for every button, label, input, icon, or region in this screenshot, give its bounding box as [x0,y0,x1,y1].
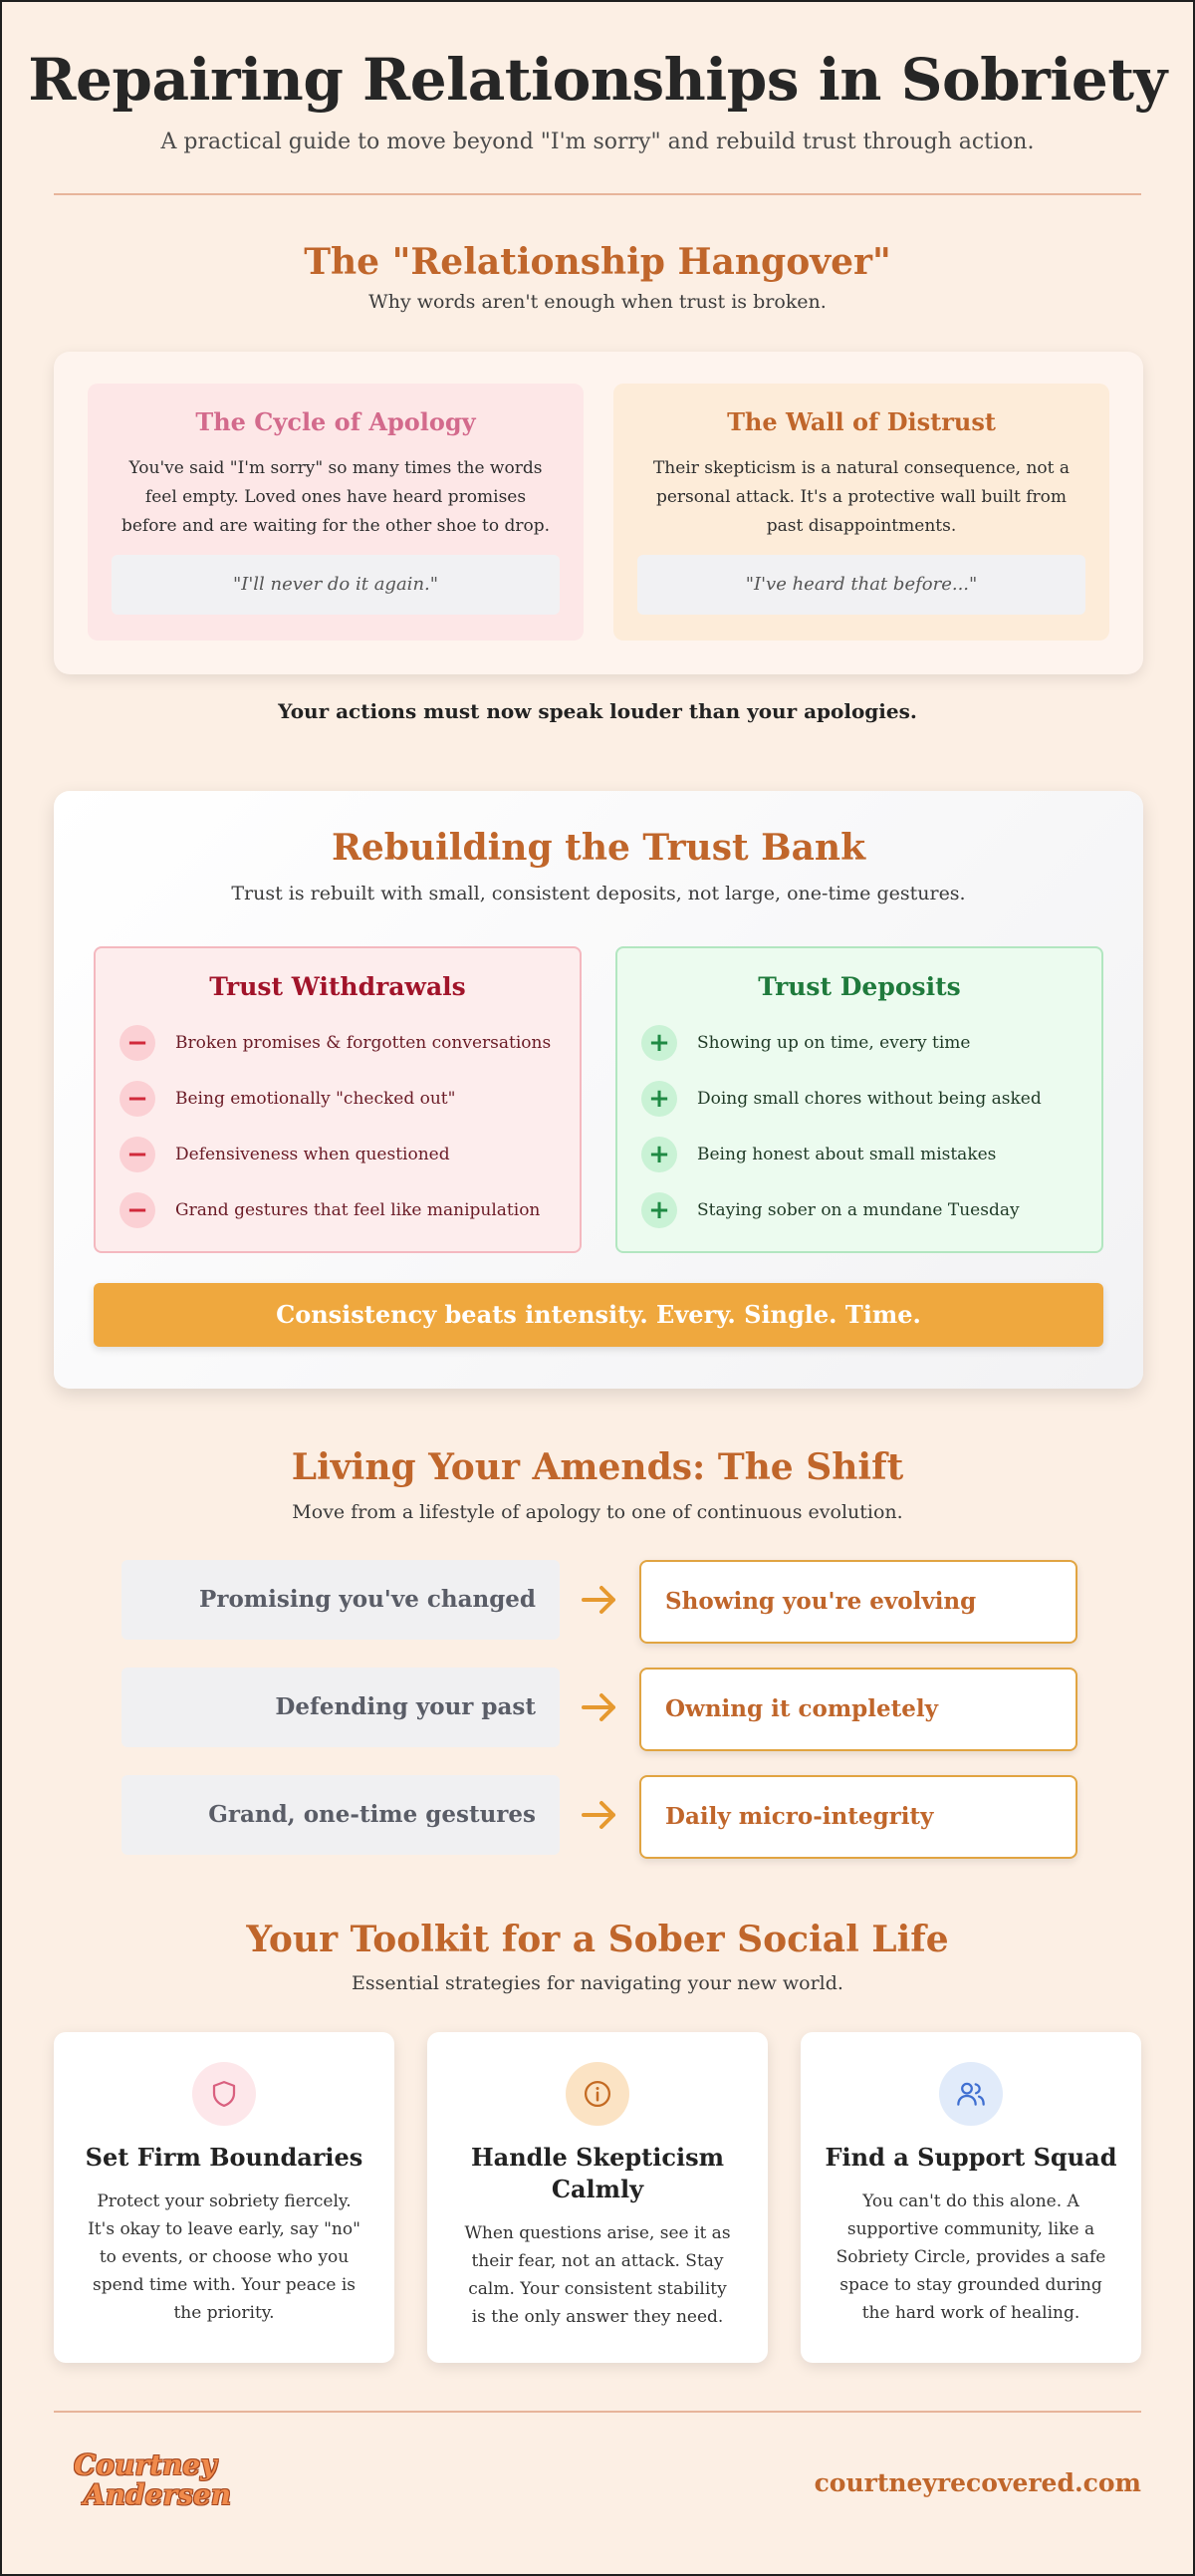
shift-row [121,1775,1077,1859]
card-quote: "I've heard that before..." [637,555,1085,615]
infographic-page [2,2,1193,2574]
toolkit-card-body: You can't do this alone. A supportive community, like a Sobriety Circle, provides a safe space to stay grounded during the hard work of healing. [836,2191,1106,2323]
list-item [120,1015,580,1071]
divider [54,193,1141,195]
brand-logo [74,2448,232,2520]
minus-icon: − [120,1025,155,1061]
list-item-text: Broken promises & forgotten conversations [175,1033,552,1053]
minus-icon: − [120,1137,155,1172]
hangover-subtitle: Why words aren't enough when trust is broken. [368,291,827,313]
shift-from: Grand, one-time gestures [121,1775,560,1855]
toolkit-subtitle: Essential strategies for navigating your new world. [352,1972,843,1994]
list-item [641,1071,1101,1127]
card-title: The Wall of Distrust [727,407,996,436]
plus-icon: + [641,1081,677,1117]
card-title: The Cycle of Apology [195,407,476,436]
toolkit-card-title: Handle Skepticism Calmly [470,2143,725,2203]
info-icon [566,2062,629,2126]
plus-icon: + [641,1137,677,1172]
list-item-text: Being emotionally "checked out" [175,1089,456,1109]
arrow-right-icon [580,1580,619,1620]
toolkit-card-body: Protect your sobriety fiercely. It's okay to leave early, say "no" to events, or choose who you spend time with. Your peace is the priority. [88,2191,360,2323]
arrow-right-icon [580,1687,619,1727]
toolkit-card-title: Find a Support Squad [825,2143,1117,2172]
plus-icon: + [641,1192,677,1228]
shift-row [121,1668,1077,1751]
arrow-right-icon [580,1795,619,1835]
hangover-title: The "Relationship Hangover" [304,241,891,283]
list-item [120,1127,580,1182]
list-item-text: Being honest about small mistakes [697,1145,997,1164]
shift-title: Living Your Amends: The Shift [291,1446,904,1488]
list-item [641,1015,1101,1071]
page-title: Repairing Relationships in Sobriety [28,46,1167,114]
toolkit-card-body: When questions arise, see it as their fear, not an attack. Stay calm. Your consistent stability is the only answer they need. [464,2223,731,2327]
hangover-panel [54,352,1143,674]
logo-text-first: Courtney [74,2448,217,2481]
wall-of-distrust-card [613,384,1109,641]
trust-bank-subtitle: Trust is rebuilt with small, consistent deposits, not large, one-time gestures. [231,883,966,904]
shift-from: Promising you've changed [121,1560,560,1640]
shift-row [121,1560,1077,1644]
hangover-closing: Your actions must now speak louder than your apologies. [278,699,917,723]
toolkit-card-title: Set Firm Boundaries [85,2143,363,2172]
footer-divider [54,2411,1141,2413]
shift-to: Showing you're evolving [639,1560,1077,1644]
users-icon [939,2062,1003,2126]
minus-icon: − [120,1192,155,1228]
list-item [120,1071,580,1127]
list-item-text: Doing small chores without being asked [697,1089,1042,1109]
list-item [641,1127,1101,1182]
trust-bank-panel [54,791,1143,1389]
shield-icon [192,2062,256,2126]
trust-deposits-list [615,946,1103,1253]
toolkit-card-skepticism [427,2032,768,2363]
list-item-text: Showing up on time, every time [697,1033,971,1053]
toolkit-title: Your Toolkit for a Sober Social Life [246,1919,949,1960]
shift-from: Defending your past [121,1668,560,1747]
card-body: Their skepticism is a natural consequence, not a personal attack. It's a protective wall built from past disappointments. [652,458,1071,536]
card-quote: "I'll never do it again." [112,555,560,615]
shift-to: Owning it completely [639,1668,1077,1751]
consistency-banner: Consistency beats intensity. Every. Single. Time. [94,1283,1103,1347]
logo-text-last: Andersen [84,2478,232,2511]
list-title: Trust Withdrawals [209,972,466,1001]
list-item-text: Staying sober on a mundane Tuesday [697,1200,1020,1220]
cycle-of-apology-card [88,384,584,641]
website-link[interactable]: courtneyrecovered.com [814,2468,1141,2497]
list-title: Trust Deposits [758,972,961,1001]
trust-withdrawals-list [94,946,582,1253]
page-subtitle: A practical guide to move beyond "I'm sorry" and rebuild trust through action. [160,129,1035,154]
toolkit-card-support [801,2032,1141,2363]
minus-icon: − [120,1081,155,1117]
trust-bank-title: Rebuilding the Trust Bank [331,827,866,869]
shift-subtitle: Move from a lifestyle of apology to one of continuous evolution. [292,1501,903,1523]
toolkit-card-boundaries [54,2032,394,2363]
list-item-text: Grand gestures that feel like manipulation [175,1200,541,1220]
list-item [641,1182,1101,1238]
list-item-text: Defensiveness when questioned [175,1145,450,1164]
list-item [120,1182,580,1238]
shift-to: Daily micro-integrity [639,1775,1077,1859]
card-body: You've said "I'm sorry" so many times the words feel empty. Loved ones have heard promises before and are waiting for the other shoe to drop. [120,458,551,536]
plus-icon: + [641,1025,677,1061]
